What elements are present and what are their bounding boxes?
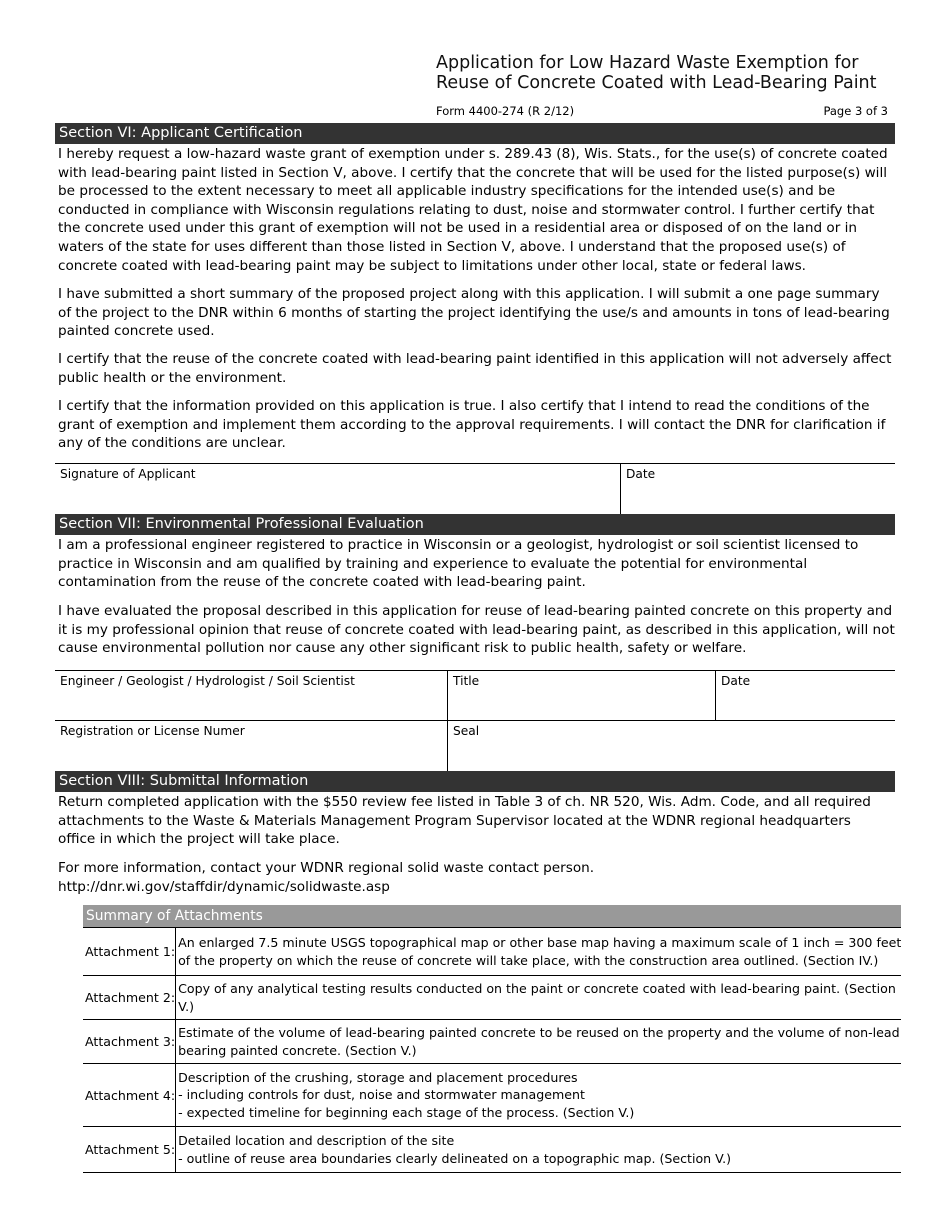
- table-row: [83, 976, 901, 1020]
- attachment-description: Copy of any analytical testing results conducted on the paint or concrete coated with lead-bearing paint. (Section V.): [176, 976, 902, 1020]
- form-number: Form 4400-274 (R 2/12): [436, 104, 575, 118]
- table-row: [83, 1020, 901, 1064]
- attachment-label: Attachment 2:: [83, 976, 176, 1020]
- form-title-line-1: Application for Low Hazard Waste Exemption for: [436, 53, 859, 73]
- section-7-paragraph-2: I have evaluated the proposal described in this application for reuse of lead-bearing painted concrete on this property and it is my professional opinion that reuse of concrete coated with lead-bearing paint, as described in this application, will not cause environmental pollution nor cause any other significant risk to public health, safety or welfare.: [58, 603, 895, 657]
- attachment-description: Detailed location and description of the site - outline of reuse area boundaries clearly delineated on a topographic map. (Section V.): [176, 1127, 902, 1173]
- signature-field[interactable]: [55, 463, 620, 515]
- section-6-paragraph-2: I have submitted a short summary of the proposed project along with this application. I will submit a one page summary of the project to the DNR within 6 months of starting the project identifying the use/s and amounts in tons of lead-bearing painted concrete used.: [58, 286, 890, 340]
- attachment-description: Estimate of the volume of lead-bearing painted concrete to be reused on the property and the volume of non-lead bearing painted concrete. (Section V.): [176, 1020, 902, 1064]
- attachments-table-header: Summary of Attachments: [83, 905, 901, 928]
- attachment-label: Attachment 3:: [83, 1020, 176, 1064]
- registration-number-label: Registration or License Numer: [60, 724, 245, 738]
- section-8-header: Section VIII: Submittal Information: [55, 771, 895, 792]
- form-title-line-2: Reuse of Concrete Coated with Lead-Bearing Paint: [436, 73, 877, 93]
- applicant-date-field[interactable]: [620, 463, 895, 515]
- section-6-paragraph-4: I certify that the information provided on this application is true. I also certify that I intend to read the conditions of the grant of exemption and implement them according to the approval requirements. I will contact the DNR for clarification if any of the conditions are unclear.: [58, 398, 886, 452]
- section-6-paragraph-1: I hereby request a low-hazard waste grant of exemption under s. 289.43 (8), Wis. Stats., for the use(s) of concrete coated with lead-bearing paint listed in Section V, above. I certify that the concrete that will be used for the listed purpose(s) will be processed to the extent necessary to meet all applicable industry specifications for the intended use(s) and be conducted in compliance with Wisconsin regulations relating to dust, noise and stormwater control. I further certify that the concrete used under this grant of exemption will not be used in a residential area or disposed of on the land or in waters of the state for uses different than those listed in Section V, above. I understand that the proposed use(s) of concrete coated with lead-bearing paint may be subject to limitations under other local, state or federal laws.: [58, 146, 888, 274]
- seal-label: Seal: [453, 724, 480, 738]
- page-number: Page 3 of 3: [823, 104, 888, 118]
- attachment-description: Description of the crushing, storage and placement procedures - including controls for dust, noise and stormwater management - expected timeline for beginning each stage of the process. (Section V.): [176, 1064, 902, 1127]
- section-6-paragraph-3: I certify that the reuse of the concrete coated with lead-bearing paint identified in this application will not adversely affect public health or the environment.: [58, 351, 892, 386]
- contact-link[interactable]: http://dnr.wi.gov/staffdir/dynamic/solidwaste.asp: [58, 878, 390, 895]
- engineer-name-field[interactable]: [55, 670, 447, 720]
- seal-field[interactable]: [447, 720, 895, 771]
- section-6-header: Section VI: Applicant Certification: [55, 123, 895, 144]
- engineer-date-label: Date: [721, 674, 751, 688]
- signature-label: Signature of Applicant: [60, 467, 196, 481]
- attachment-label: Attachment 1:: [83, 928, 176, 976]
- section-8-paragraph-2: [58, 859, 896, 896]
- attachment-label: Attachment 4:: [83, 1064, 176, 1127]
- section-7-paragraph-1: I am a professional engineer registered to practice in Wisconsin or a geologist, hydrologist or soil scientist licensed to practice in Wisconsin and am qualified by training and experience to evaluate the potential for environmental contamination from the reuse of the concrete coated with lead-bearing paint.: [58, 537, 859, 591]
- form-title: [436, 53, 906, 93]
- engineer-name-label: Engineer / Geologist / Hydrologist / Soil Scientist: [60, 674, 355, 688]
- attachment-description: An enlarged 7.5 minute USGS topographical map or other base map having a maximum scale of 1 inch = 300 feet of the property on which the reuse of concrete will take place, with the construction area outlined. (Section IV.): [176, 928, 902, 976]
- attachment-label: Attachment 5:: [83, 1127, 176, 1173]
- engineer-title-field[interactable]: [447, 670, 715, 720]
- attachments-table: [83, 905, 901, 1173]
- engineer-date-field[interactable]: [715, 670, 895, 720]
- table-row: [83, 928, 901, 976]
- contact-text: For more information, contact your WDNR regional solid waste contact person.: [58, 860, 595, 876]
- section-8-paragraph-1: Return completed application with the $550 review fee listed in Table 3 of ch. NR 520, Wis. Adm. Code, and all required attachments to the Waste & Materials Management Program Supervisor located at the WDNR regional headquarters office in which the project will take place.: [58, 794, 871, 848]
- registration-number-field[interactable]: [55, 720, 447, 771]
- section-7-header: Section VII: Environmental Professional Evaluation: [55, 514, 895, 535]
- engineer-title-label: Title: [453, 674, 480, 688]
- table-row: [83, 1064, 901, 1127]
- table-row: [83, 1127, 901, 1173]
- applicant-date-label: Date: [626, 467, 656, 481]
